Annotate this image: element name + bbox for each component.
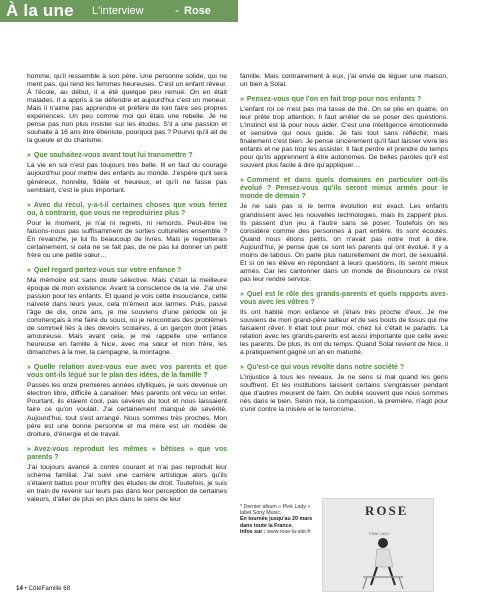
answer: Ils ont habité mon enfance et j'étais très proche d'eux. Je me souviens de mon grand-père tailleur et de ses bouts de tissus qui me faisaient rêver. Il était tout pour moi, chez lui c'était le paradis. La relation avec les grands-parents est aussi importante que celle avec les parents. De plus, ils ont du temps. Quand Solal revient de Nice, il a pratiquement gagné un an en maturité. [240,308,448,357]
answer: L'injustice à tous les niveaux. Je ne sens si mal quand les gens souffrent. Et les institutions laissent certains s'engraisser pendant que d'autres meurent de faim. On oublie souvent que nous sommes nés dans le bien. Selon moi, la compassion, la première, n'agit pour s'unir contre la misère et le terrorisme. [240,374,448,414]
answer: Je ne sais pas si le terme évolution est exact. Les enfants grandissent avec les nouvelles technologies, mais ils zappent plus. Ils passent d'un jeu à l'autre sans se poser. Toutefois on les considère comme des personnes à part entière. Ils sont écoutés. Quand nous étions petits, on n'avait pas notre mot à dire. Aujourd'hui, je pense que ce sont les parents qui ont évolué. Il y a moins de tabous. On parle plus naturellement de mort, de sexualité. Et si on les élève en répondant à leurs questions, ils seront mieux armés. Car les cantonner dans un monde de Bisounours ce n'est pas leur rendre service. [240,203,448,283]
header-separator: - [175,3,179,17]
cover-subtitle: PINK LADY [369,531,390,536]
question: » Avec du recul, y-a-t-il certaines choses que vous feriez ou, à contrario, que vous ne reproduiriez plus ? [27,201,227,217]
magazine-name: CôtéFamille 68 [28,585,71,592]
answer: J'ai toujours avancé à contre courant et n'ai pas reproduit leur schéma familial. J'ai suivi une carrière artistique alors qu'ils s'étaient battus pour m'offrir des études de droit. Toutefois, je suis en train de revenir sur leurs pas dans leur perception de certaines valeurs, d'aller de plus en plus dans le sens de leur [27,463,227,503]
question: » Quelle relation avez-vous eue avec vos parents et que vous ont-ils légué sur le plan des idées, de la famille ? [27,364,227,380]
chevron-right-icon: » [240,290,244,298]
promo-url[interactable]: www.rose-la-site.fr [267,528,311,535]
singer-figure-illustration [323,499,433,591]
question: » Que souhaitez-vous avant tout lui transmettre ? [27,152,193,160]
question: » Comment et dans quels domaines en particulier ont-ils évolué ? Pensez-vous qu'ils seront mieux armés pour le monde de demain ? [240,177,448,201]
answer: L'enfant roi ce n'est pas ma tasse de thé. On se plie en quatre, on leur prête trop attention. Il faut arrêter de se poser des questions. L'instinct est là pour nous aider. C'est une intelligence émotionnelle et sensitive qui nous guide. Je fais tout sans réfléchir, mais finalement c'est bien. Je pense sincèrement qu'il faut laisser vivre les enfants et ne pas trop les assister. Il faut perdre et prendre du temps pour qu'ils apprennent à être autonomes. De belles paroles qu'il est souvent plus facile à dire qu'appliquer… [240,106,448,170]
answer: La vie en soi n'est pas toujours très belle. Ill en faut du courage aujourd'hui pour mettre des enfants au monde. J'espère qu'il sera généreux, honnête, fidèle et heureux, et qu'il ne fasse pas semblant, c'est le plus important. [27,162,227,194]
chevron-right-icon: » [27,152,31,160]
subsection-label: L'interview [92,5,144,17]
answer: Pour le moment, je n'ai ni regrets, ni remords. Peut-être ne faisons-nous pas suffisamment de sorties culturelles ensemble ? En revanche, je lui fis beaucoup de livres. Mais je regretterais certainement, si cela ne se fait pas, de ne pas lui donner un petit frère ou une petite sœur… [27,219,227,259]
page-footer [16,585,70,592]
question: » Quel regard portez-vous sur votre enfance ? [27,266,182,274]
right-column [240,73,448,416]
section-title: À la une [6,1,74,20]
page-header [0,0,479,30]
promo-line: dans toute la France. [240,522,293,529]
left-column [27,73,227,506]
question: » Quel est le rôle des grands-parents et quels rapports avez-vous avec les vôtres ? [240,290,448,306]
chevron-right-icon: » [240,364,244,372]
promo-line: * Dernier album « Pink Lady » [240,504,311,510]
promo-info-label: Infos sur : [240,528,266,535]
answer: Passés les onze premières années idylliques, je suis devenue un électron libre, difficile à canaliser. Mes parents ont vécu un enfer. Pourtant, ils étaient cool, pas sévères du tout et nous laissaient faire ce qu'on voulait. J'ai certainement manqué de sévérité. Aujourd'hui, tout s'est arrangé. Nous sommes très proches. Mon père est une bonne personne et ma mère est un modèle de droiture, d'énergie et de travail. [27,382,227,438]
interviewee-name: Rose [184,5,211,17]
album-cover-image [322,498,434,592]
question: » Qu'est-ce qui vous révolte dans notre société ? [240,364,405,372]
paragraph: famille. Mais contrairement à eux, j'ai envie de léguer une maison, un bien à Solal. [240,73,448,89]
chevron-right-icon: » [27,445,31,453]
question: » Pensez-vous que l'on en fait trop pour nos enfants ? [240,96,422,104]
footer-separator: • [24,585,27,592]
album-promo [240,504,448,594]
promo-line: En tournée jusqu'au 20 mars [240,516,313,523]
page-number: 14 [16,585,23,592]
chevron-right-icon: » [27,201,31,209]
promo-line: label Sony Music. [240,510,282,517]
chevron-right-icon: » [240,96,244,104]
chevron-right-icon: » [240,177,244,185]
answer: Ma mémoire est sans doute sélective. Mais c'était la meilleure époque de mon existence. Avant la conscience de la vie. J'ai une passion pour les enfants. Et quand je vois cette insouciance, cette naïveté dans leurs yeux, cela m'émeut aux larmes. Puis, passé l'âge de dix, onze ans, je me souviens d'une période où je commençais à me faire du souci, où je rencontrais des problèmes de sommeil liés à des devoirs scolaires, à un garçon dont j'étais amoureuse. Mais avant cela, je me rappelle une enfance heureuse en famille à Nice, avec ma sœur et mon frère, les dimanches à la mer, la campagne, la montagne. [27,276,227,357]
promo-text [240,504,316,535]
question: » Avez-vous reproduit les mêmes « bêtises » que vos parents ? [27,445,227,461]
chevron-right-icon: » [27,364,31,372]
cover-title: ROSE [365,503,409,518]
chevron-right-icon: » [27,266,31,274]
paragraph: homme, qu'il ressemble à son père. Une personne solide, qui ne ment pas, qui rend les femmes heureuses. C'est un enfant rêveur. À l'école, au début, il a été quelque peu remué. On en était malades. Il a appris à se défendre et aujourd'hui c'est un meneur. Mais il n'aime pas apprendre et préfère de loin faire ses propres expériences. Un peu comme moi qui étais une rebelle. Je ne pense pas non plus insister sur les études. S'il a une passion et souhaite à 16 ans être ébéniste, pourquoi pas ? Pourvu qu'il ait de la gueule et du charisme. [27,73,227,145]
